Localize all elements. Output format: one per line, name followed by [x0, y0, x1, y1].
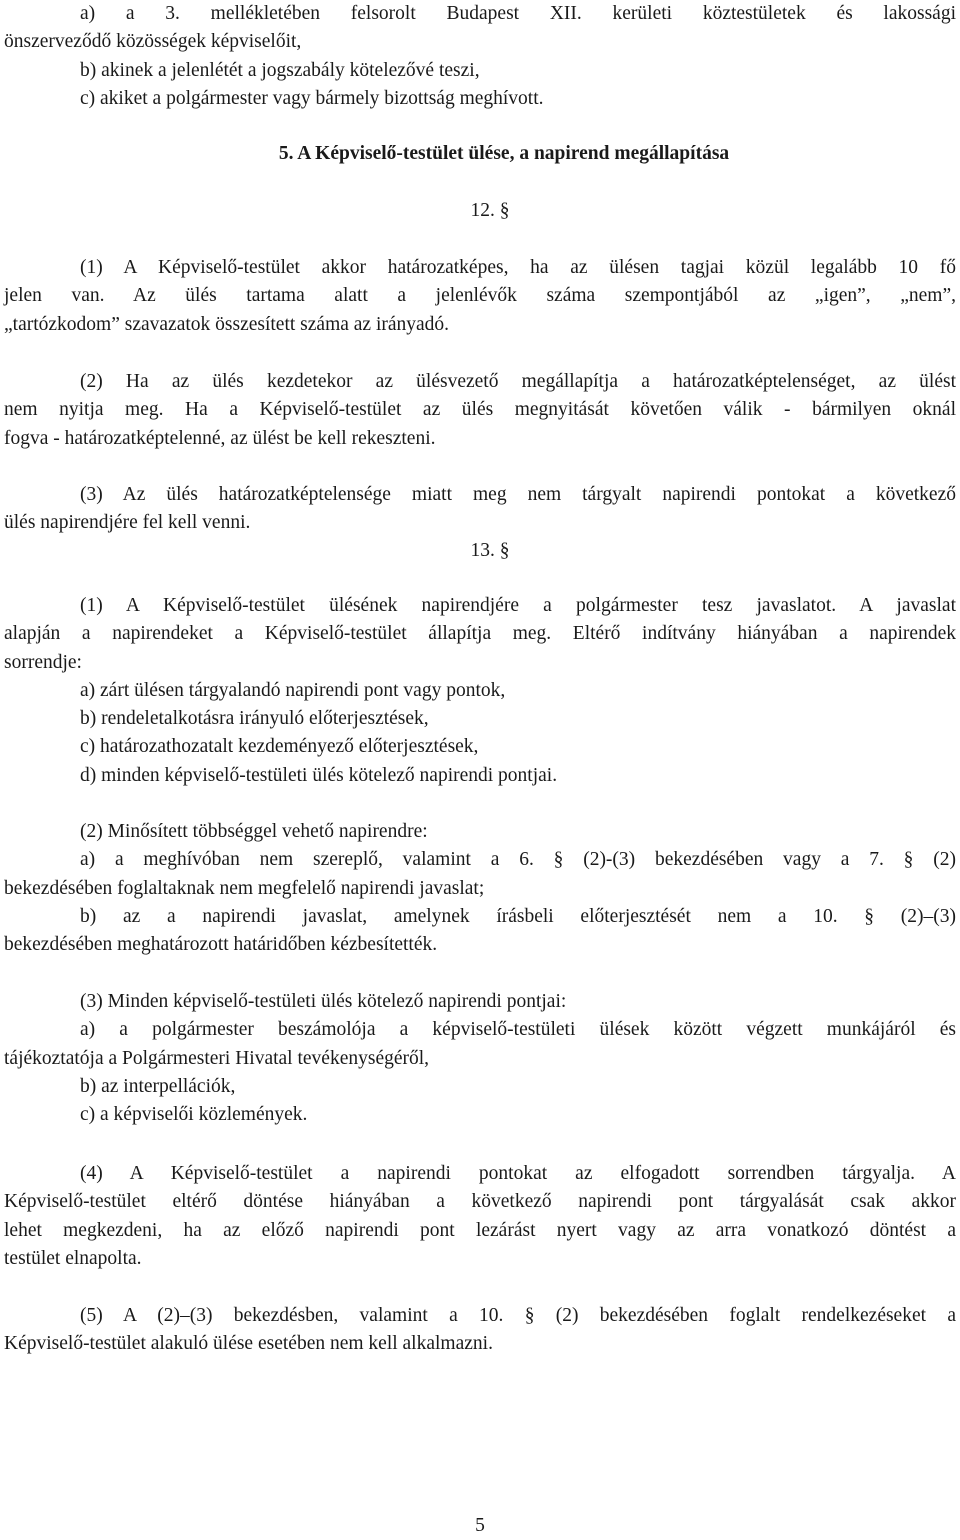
para-line: (4) A Képviselő-testület a napirendi pontokat az elfogadott sorrendben tárgyalja. A [80, 1163, 956, 1184]
section-12-title: 12. § [470, 200, 510, 221]
para-line: (1) A Képviselő-testület ülésének napirendjére a polgármester tesz javaslatot. A javaslat [80, 595, 956, 616]
section-13-para-5 [4, 1302, 956, 1359]
para-line: lehet megkezdeni, ha az előző napirendi pont lezárást nyert vagy az arra vonatkozó döntést a [4, 1219, 956, 1241]
para-line: tájékoztatója a Polgármesteri Hivatal tevékenységéről, [4, 1047, 430, 1069]
list-item: c) határozathozatalt kezdeményező előterjesztések, [80, 736, 479, 758]
section-13-para-2 [4, 818, 956, 959]
para-line: bekezdésében meghatározott határidőben kézbesítették. [4, 934, 438, 956]
list-item: d) minden képviselő-testületi ülés kötelező napirendi pontjai. [80, 764, 558, 786]
para-line: a) a meghívóban nem szereplő, valamint a 6. § (2)-(3) bekezdésében vagy a 7. § (2) [80, 849, 956, 871]
para-line: Képviselő-testület alakuló ülése esetében nem kell alkalmazni. [4, 1333, 493, 1355]
intro-item-c: c) akiket a polgármester vagy bármely bizottság meghívott. [80, 87, 544, 109]
para-line: „tartózkodom” szavazatok összesített száma az irányadó. [4, 313, 450, 335]
section-13-para-3 [4, 988, 956, 1129]
para-line: testület elnapolta. [4, 1247, 142, 1269]
para-line: bekezdésében foglaltaknak nem megfelelő napirendi javaslat; [4, 877, 485, 899]
para-line: nem nyitja meg. Ha a Képviselő-testület az ülés megnyitását követően válik - bármilyen oknál [4, 399, 956, 421]
para-line: ülés napirendjére fel kell venni. [4, 512, 251, 534]
section-13-para-1 [4, 592, 956, 790]
list-item: b) rendeletalkotásra irányuló előterjesztések, [80, 708, 429, 730]
para-line: jelen van. Az ülés tartama alatt a jelenlévők száma szempontjából az „igen”, „nem”, [4, 285, 956, 307]
intro-list [4, 0, 956, 113]
para-line: sorrendje: [4, 651, 82, 673]
para-line: Képviselő-testület eltérő döntése hiányában a következő napirendi pont tárgyalását csak akkor [4, 1191, 956, 1213]
para-line: b) az a napirendi javaslat, amelynek írásbeli előterjesztését nem a 10. § (2)–(3) [80, 905, 956, 927]
para-line: (1) A Képviselő-testület akkor határozatképes, ha az ülésen tagjai közül legalább 10 fő [80, 257, 956, 278]
list-item: c) a képviselői közlemények. [80, 1104, 308, 1126]
section-13-para-4 [4, 1160, 956, 1273]
para-line: (3) Az ülés határozatképtelensége miatt meg nem tárgyalt napirendi pontokat a következő [80, 484, 956, 505]
para-line: a) a polgármester beszámolója a képviselő-testületi ülések között végzett munkájáról és [80, 1019, 956, 1041]
para-line: (5) A (2)–(3) bekezdésben, valamint a 10. § (2) bekezdésében foglalt rendelkezéseket a [80, 1305, 956, 1326]
section-13-title: 13. § [470, 540, 510, 561]
para-line: fogva - határozatképtelenné, az ülést be kell rekeszteni. [4, 427, 436, 449]
para-line: alapján a napirendeket a Képviselő-testület állapítja meg. Eltérő indítvány hiányában a napirendek [4, 623, 956, 645]
section-12-para-2 [4, 368, 956, 453]
list-item: b) az interpellációk, [80, 1075, 236, 1097]
intro-item-b: b) akinek a jelenlétét a jogszabály kötelezővé teszi, [80, 59, 480, 81]
list-item: a) zárt ülésen tárgyalandó napirendi pont vagy pontok, [80, 679, 506, 701]
page-number: 5 [475, 1515, 485, 1536]
para-line: (3) Minden képviselő-testületi ülés kötelező napirendi pontjai: [80, 991, 567, 1012]
intro-item-a-line2: önszerveződő közösségek képviselőit, [4, 31, 302, 53]
para-line: (2) Minősített többséggel vehető napirendre: [80, 821, 428, 842]
para-line: (2) Ha az ülés kezdetekor az ülésvezető megállapítja a határozatképtelenséget, az ülést [80, 371, 956, 392]
section-12-para-1 [4, 254, 956, 339]
chapter-heading: 5. A Képviselő-testület ülése, a napirend megállapítása [278, 143, 730, 164]
intro-item-a-line1: a) a 3. mellékletében felsorolt Budapest XII. kerületi köztestületek és lakossági [80, 3, 956, 24]
section-12-para-3 [4, 481, 956, 538]
